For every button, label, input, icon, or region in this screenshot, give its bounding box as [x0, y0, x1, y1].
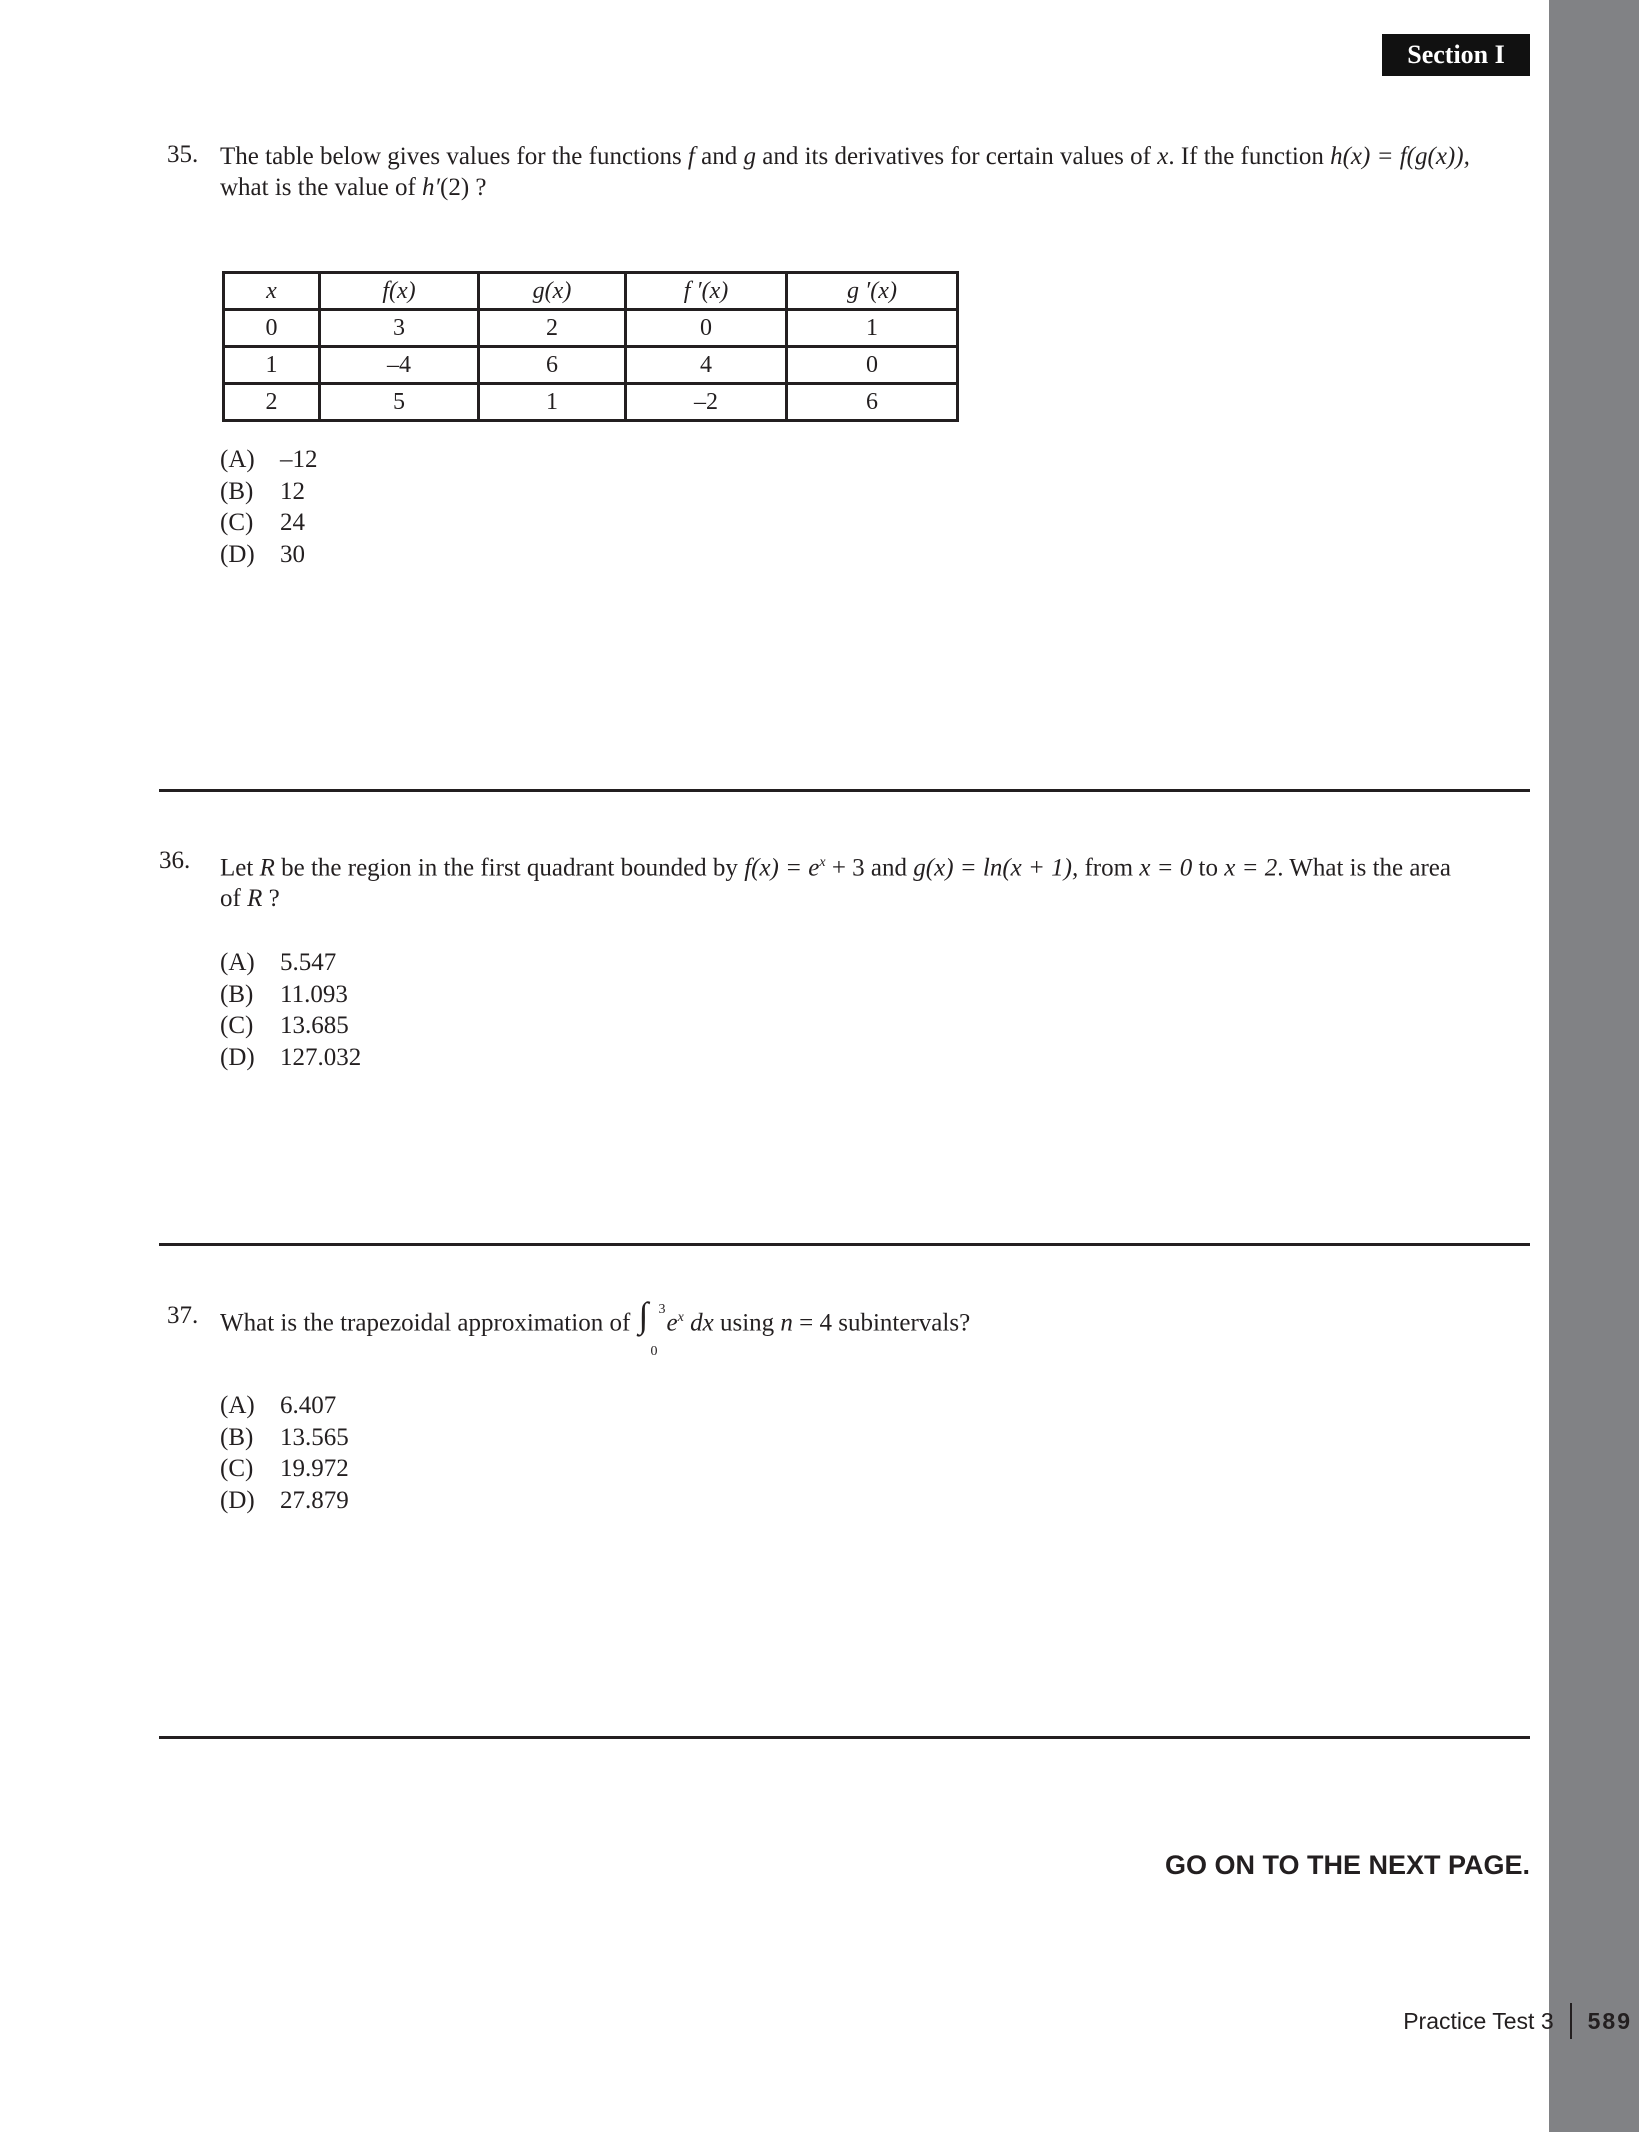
page-edge-bar: [1549, 0, 1639, 2132]
answer-choice[interactable]: (C) 13.685: [220, 1012, 349, 1039]
table-header-row: [224, 273, 958, 310]
table-cell: 2: [479, 310, 626, 347]
table-header: g(x): [532, 277, 572, 304]
answer-choice[interactable]: (B) 11.093: [220, 980, 348, 1008]
answer-choice[interactable]: (A) 6.407: [220, 1392, 337, 1419]
answer-choice[interactable]: (C) 19.972: [220, 1455, 349, 1482]
table-row: [224, 347, 958, 384]
question-37-text: What is the trapezoidal approximation of ∫ 3 0 $e^x$ dx using n = 4 subintervals?: [220, 1294, 971, 1359]
values-table: [222, 271, 959, 422]
answer-choices: [220, 444, 318, 570]
table-cell: –2: [626, 384, 787, 421]
table-cell: 3: [320, 310, 479, 347]
table-cell: 0: [224, 310, 320, 347]
table-header: f ′(x): [683, 277, 729, 304]
table-cell: 0: [626, 310, 787, 347]
table-cell: 2: [224, 384, 320, 421]
page-number: 589: [1587, 2007, 1632, 2034]
answer-choice[interactable]: (B) 13.565: [220, 1423, 349, 1451]
table-header: f(x): [382, 277, 416, 304]
answer-choices: [220, 947, 361, 1073]
section-label: Section I: [1382, 34, 1530, 76]
question-number: 35.: [167, 141, 199, 168]
next-page-notice: GO ON TO THE NEXT PAGE.: [1164, 1850, 1530, 1880]
divider: [159, 1736, 1530, 1739]
answer-choice[interactable]: (D) 30: [220, 540, 305, 568]
divider: [159, 789, 1530, 792]
table-header: x: [266, 277, 277, 304]
answer-choice[interactable]: (D) 127.032: [220, 1043, 362, 1071]
table-cell: 5: [320, 384, 479, 421]
answer-choice[interactable]: (A) –12: [220, 446, 318, 473]
answer-choice[interactable]: (A) 5.547: [220, 949, 337, 976]
answer-choice[interactable]: (C) 24: [220, 509, 305, 536]
divider: [159, 1243, 1530, 1246]
integral-sign: ∫ 3 0: [638, 1294, 666, 1359]
table-cell: 1: [787, 310, 958, 347]
table-cell: 1: [479, 384, 626, 421]
answer-choices: [220, 1390, 349, 1516]
table-cell: 1: [224, 347, 320, 384]
question-36-text: Let R be the region in the first quadrant bounded by $f(x) = e^x + 3$ and g(x) = ln(x + 1), from x = 0 to x = 2. What is the area of R ?: [220, 854, 1451, 913]
question-35-text: The table below gives values for the functions f and g and its derivatives for certain values of x. If the function h(x) = f(g(x)), what is the value of h′(2) ?: [220, 143, 1470, 201]
question-number: 37.: [167, 1302, 199, 1329]
table-header: g ′(x): [847, 277, 897, 304]
page-footer: [1403, 2003, 1632, 2039]
table-cell: 6: [787, 384, 958, 421]
table-cell: –4: [320, 347, 479, 384]
table-cell: 4: [626, 347, 787, 384]
question-number: 36.: [159, 847, 191, 874]
table-row: [224, 310, 958, 347]
answer-choice[interactable]: (B) 12: [220, 477, 305, 505]
table-cell: 6: [479, 347, 626, 384]
footer-separator: [1570, 2003, 1572, 2039]
test-name: Practice Test 3: [1403, 2007, 1554, 2034]
table-cell: 0: [787, 347, 958, 384]
table-row: [224, 384, 958, 421]
answer-choice[interactable]: (D) 27.879: [220, 1486, 349, 1514]
